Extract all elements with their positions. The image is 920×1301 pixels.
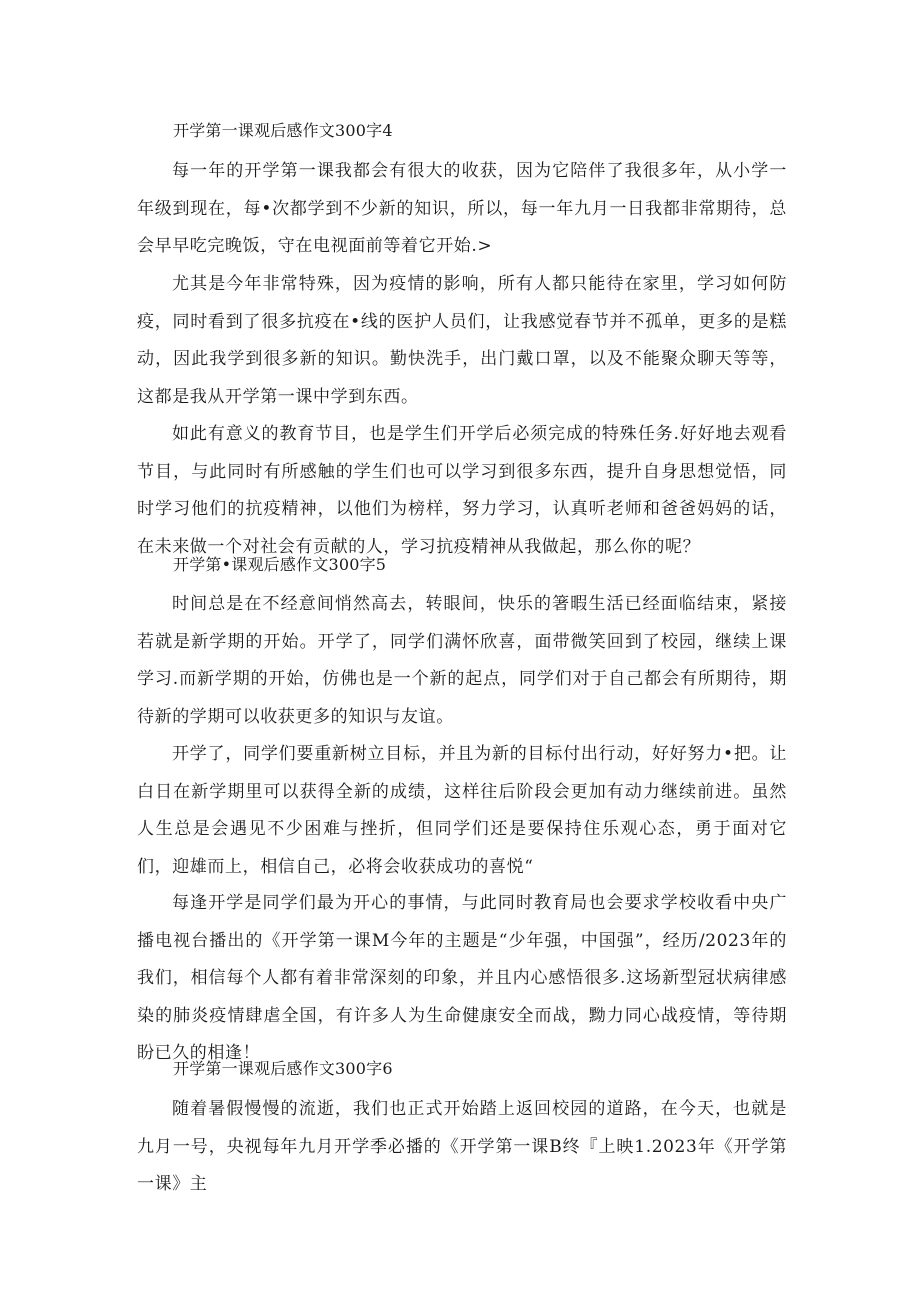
paragraph: 如此有意义的教育节目，也是学生们开学后必须完成的特殊任务.好好地去观看节目，与此同时有所感触的学生们也可以学习到很多东西，提升自身思想觉悟，同时学习他们的抗疫精神，以他们为榜样，努力学习，认真听老师和爸爸妈妈的话，在未来做一个对社会有贡献的人，学习抗疫精神从我做起，那么你的呢？: [137, 424, 787, 557]
section-heading: 开学第•课观后感作文300字5: [173, 555, 387, 574]
paragraph: 尤其是今年非常特殊，因为疫情的影响，所有人都只能待在家里，学习如何防疫，同时看到了很多抗疫在•线的医护人员们，让我感觉春节并不孤单，更多的是糕动，因此我学到很多新的知识。勤快洗手，出门戴口罩，以及不能聚众聊天等等，这都是我从开学第一课中学到东西。: [137, 274, 787, 407]
paragraph: 时间总是在不经意间悄然高去，转眼间，快乐的箸暇生活已经面临结束，紧接若就是新学期的开始。开学了，同学们满怀欣喜，面带微笑回到了校园，继续上课学习.而新学期的开始，仿佛也是一个新的起点，同学们对于自己都会有所期待，期待新的学期可以收获更多的知识与友谊。: [137, 594, 787, 727]
paragraph: 每逢开学是同学们最为开心的事情，与此同时教育局也会要求学校收看中央广播电视台播出的《开学第一课M今年的主题是“少年强，中国强”，经历/2023年的我们，相信每个人都有着非常深刻的印象，并且内心感悟很多.这场新型冠状病律感染的肺炎疫情肆虐全国，有许多人为生命健康安全而战，黝力同心战疫情，等待期盼已久的相逢！: [137, 893, 787, 1063]
paragraph: 每一年的开学第一课我都会有很大的收获，因为它陪伴了我很多年，从小学一年级到现在，每•次都学到不少新的知识，所以，每一年九月一日我都非常期待，总会早早吃完晚饭，守在电视面前等着它开始.>: [137, 161, 787, 256]
section-heading: 开学第一课观后感作文300字6: [173, 1059, 393, 1078]
paragraph: 开学了，同学们要重新树立目标，并且为新的目标付出行动，好好努力•把。让白日在新学期里可以获得全新的成绩，这样往后阶段会更加有动力继续前进。虽然人生总是会遇见不少困难与挫折，但同学们还是要保持住乐观心态，勇于面对它们，迎雄而上，相信自己，必将会收获成功的喜悦“: [137, 744, 787, 877]
paragraph: 随着暑假慢慢的流逝，我们也正式开始踏上返回校园的道路，在今天，也就是九月一号，央视每年九月开学季必播的《开学第一课B终『上映1.2023年《开学第一课》主: [137, 1099, 787, 1194]
section-heading: 开学第一课观后感作文300字4: [173, 121, 393, 140]
